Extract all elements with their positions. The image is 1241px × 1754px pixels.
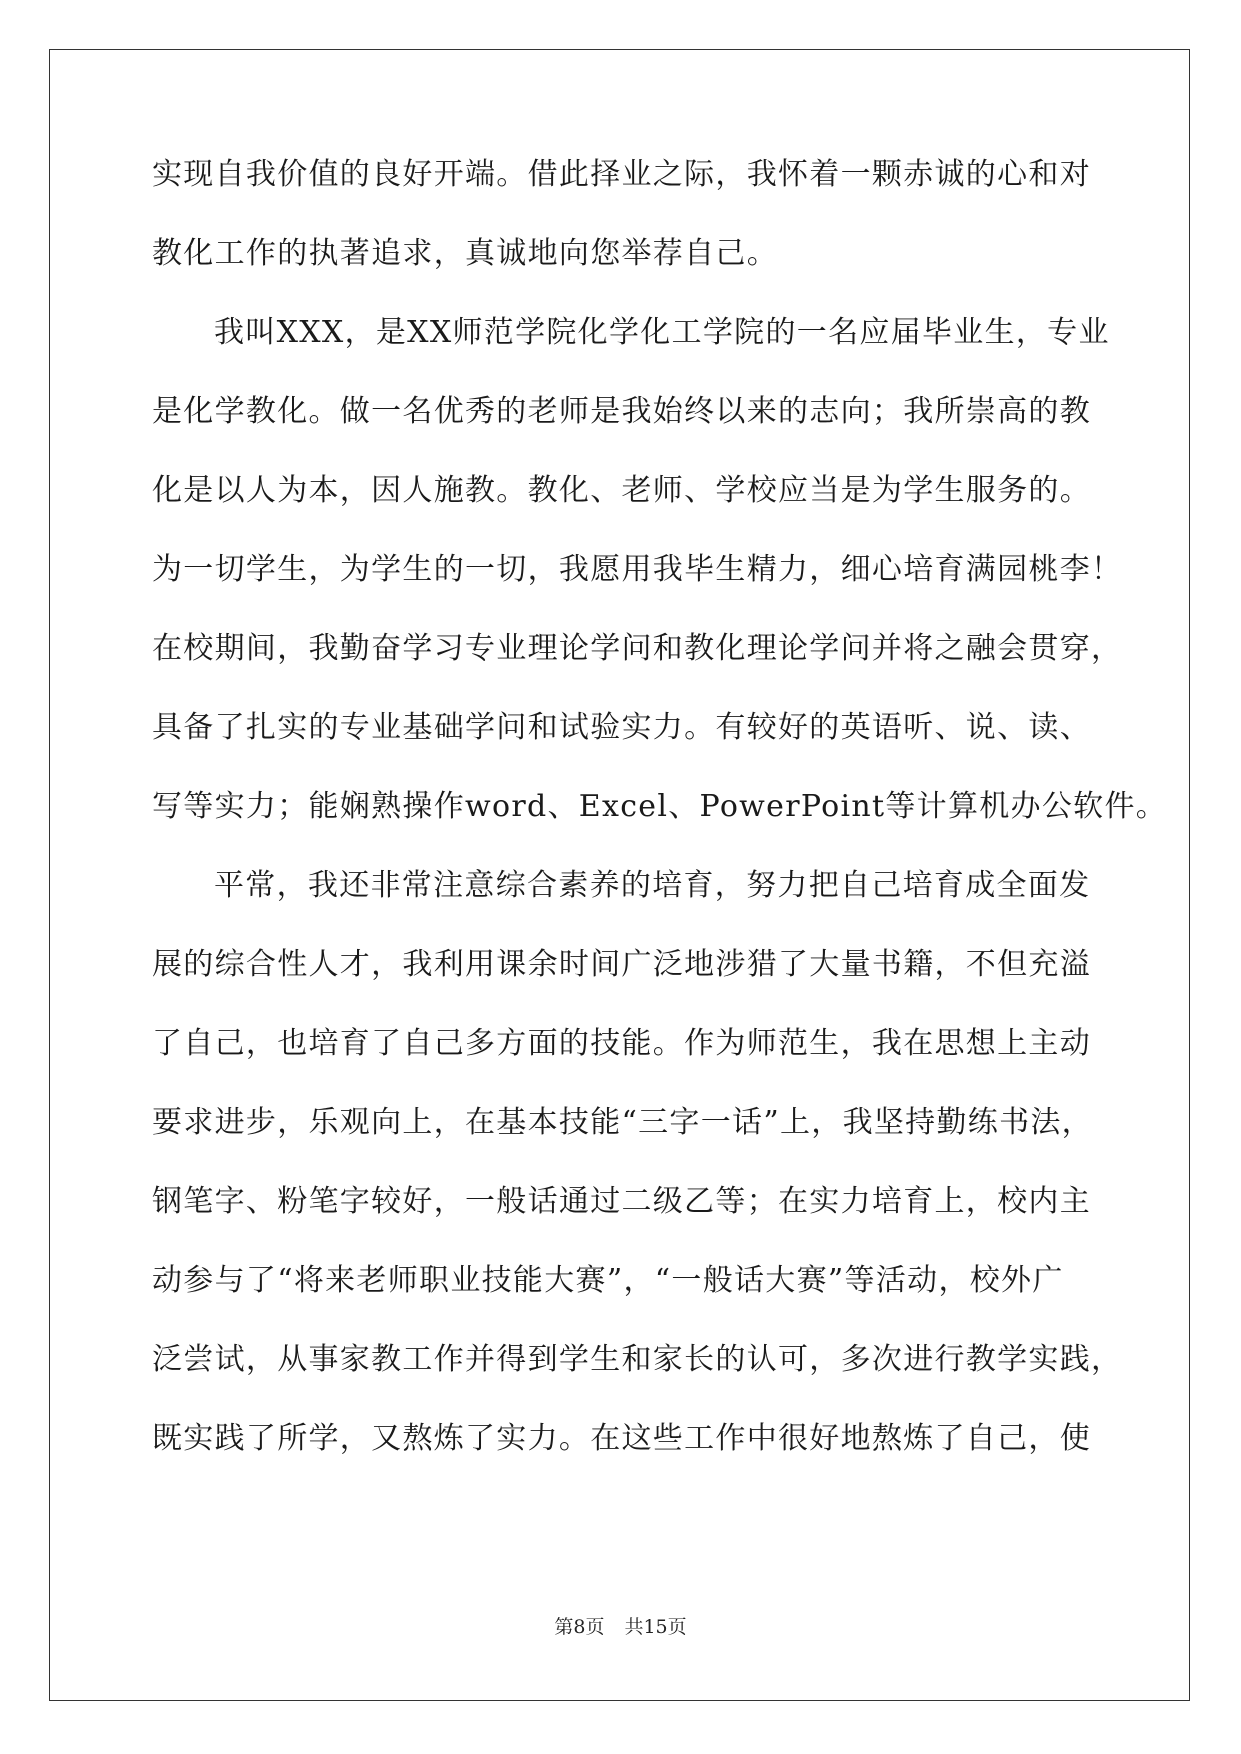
text-line: 既实践了所学，又熬炼了实力。在这些工作中很好地熬炼了自己，使 [152, 1421, 1091, 1456]
text-line: 实现自我价值的良好开端。借此择业之际，我怀着一颗赤诚的心和对 [152, 157, 1091, 192]
text-line: 展的综合性人才，我利用课余时间广泛地涉猎了大量书籍，不但充溢 [152, 947, 1091, 982]
page-number: 第8页 [554, 1616, 605, 1638]
text-line: 动参与了“将来老师职业技能大赛”，“一般话大赛”等活动，校外广 [152, 1263, 1064, 1298]
page-total: 共15页 [624, 1616, 687, 1638]
text-line: 为一切学生，为学生的一切，我愿用我毕生精力，细心培育满园桃李！ [152, 552, 1123, 587]
text-line: 具备了扎实的专业基础学问和试验实力。有较好的英语听、说、读、 [152, 710, 1091, 745]
page-footer [0, 1612, 1241, 1639]
text-line: 了自己，也培育了自己多方面的技能。作为师范生，我在思想上主动 [152, 1026, 1091, 1061]
paragraph-start-line: 平常，我还非常注意综合素养的培育，努力把自己培育成全面发 [214, 868, 1091, 903]
text-line: 钢笔字、粉笔字较好，一般话通过二级乙等；在实力培育上，校内主 [152, 1184, 1091, 1219]
document-body [152, 157, 1168, 1503]
text-line: 是化学教化。做一名优秀的老师是我始终以来的志向；我所崇高的教 [152, 394, 1091, 429]
text-line: 化是以人为本，因人施教。教化、老师、学校应当是为学生服务的。 [152, 473, 1091, 508]
text-line: 要求进步，乐观向上，在基本技能“三字一话”上，我坚持勤练书法， [152, 1105, 1093, 1140]
text-line: 在校期间，我勤奋学习专业理论学问和教化理论学问并将之融会贯穿， [152, 631, 1123, 666]
text-line: 教化工作的执著追求，真诚地向您举荐自己。 [152, 236, 778, 271]
text-line: 写等实力；能娴熟操作word、Excel、PowerPoint等计算机办公软件。 [152, 789, 1168, 824]
paragraph-start-line: 我叫XXX，是XX师范学院化学化工学院的一名应届毕业生，专业 [214, 315, 1110, 350]
text-line: 泛尝试，从事家教工作并得到学生和家长的认可，多次进行教学实践， [152, 1342, 1123, 1377]
